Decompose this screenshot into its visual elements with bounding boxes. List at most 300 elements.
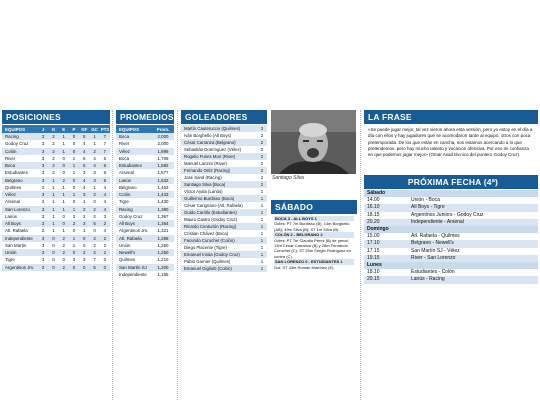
value-cell: 3 [38, 133, 48, 140]
value-cell: 3 [38, 206, 48, 213]
value-cell: 7 [100, 148, 110, 155]
table-row [116, 140, 174, 147]
table-row [116, 148, 174, 155]
value-cell: 2 [79, 206, 89, 213]
fecha-day-label: Domingo [364, 226, 538, 233]
table-row [2, 242, 110, 249]
value-cell: 2 [69, 220, 79, 227]
team-cell: Belgrano [2, 177, 38, 184]
value-cell: 1 [69, 162, 79, 169]
table-row [116, 235, 174, 242]
value-cell: 0 [100, 264, 110, 271]
fixture-table [364, 233, 538, 262]
team-cell: Racing [116, 206, 152, 213]
table-row [181, 125, 267, 132]
match-goals: Goles: PT 7m Burdisso (B), 14m Borghello (AB); 49m Silva (B); ST 1m Silva (B). [274, 221, 350, 232]
team-cell: Fernando Ortiz (Racing) [181, 167, 257, 174]
value-cell: 0 [69, 133, 79, 140]
value-cell: 2 [89, 148, 99, 155]
fixture-match: Lanús - Racing [408, 276, 538, 283]
value-cell: 1,577 [152, 169, 174, 176]
table-row [181, 216, 267, 223]
table-row [181, 160, 267, 167]
team-cell: Facundo Curuchet (Colón) [181, 237, 257, 244]
team-cell: All Boys [2, 220, 38, 227]
column-header: J [38, 125, 48, 133]
table-row [181, 230, 267, 237]
team-cell: Independiente [116, 271, 152, 278]
value-cell: 1,532 [152, 177, 174, 184]
match-goals: Goles: PT 7m Claudio Pérez (B) de penal; 13m César Carranza (B) y 28m Fernando Curuchet (C); ST 25m Sergio Rodríguez en contra (C). [274, 237, 351, 259]
value-cell: 0 [79, 242, 89, 249]
value-cell: 3 [79, 220, 89, 227]
fixture-time: 19.15 [364, 255, 408, 262]
value-cell: 1 [48, 177, 58, 184]
value-cell: 1 [257, 258, 267, 265]
value-cell: 3 [79, 191, 89, 198]
value-cell: 2 [257, 153, 267, 160]
value-cell: 0 [69, 184, 79, 191]
value-cell: 2 [89, 242, 99, 249]
value-cell: 3 [38, 213, 48, 220]
value-cell: 3 [38, 256, 48, 263]
value-cell: 4 [79, 148, 89, 155]
team-cell: Diego Placente (Tigre) [181, 244, 257, 251]
value-cell: 1 [257, 216, 267, 223]
table-row [2, 162, 110, 169]
fixture-match: Independiente - Arsenal [408, 219, 538, 226]
fixture-time: 18.15 [364, 212, 408, 219]
table-row [116, 155, 174, 162]
value-cell: 2 [48, 155, 58, 162]
table-row [2, 264, 110, 271]
value-cell: 0 [59, 256, 69, 263]
value-cell: 2 [100, 249, 110, 256]
fecha-title-text: PRÓXIMA FECHA [407, 177, 482, 187]
value-cell: 3 [38, 177, 48, 184]
team-cell: Atl. Rafaela [116, 235, 152, 242]
value-cell: 1 [48, 213, 58, 220]
column-header: GC [91, 126, 98, 132]
value-cell: 3 [69, 256, 79, 263]
value-cell: 1 [69, 169, 79, 176]
value-cell: 0 [69, 249, 79, 256]
fixture-time: 20.15 [364, 276, 408, 283]
value-cell: 6 [100, 169, 110, 176]
value-cell: 3 [79, 169, 89, 176]
table-row [116, 133, 174, 140]
value-cell: 1 [89, 133, 99, 140]
team-cell: Quilmes [2, 184, 38, 191]
table-row [2, 198, 110, 205]
team-cell: Tigre [116, 198, 152, 205]
value-cell: 2 [38, 249, 48, 256]
table-row [2, 148, 110, 155]
table-row [116, 191, 174, 198]
team-cell: Guido Carrillo (Estudiantes) [181, 209, 257, 216]
fixture-row [364, 204, 538, 211]
value-cell: 6 [79, 155, 89, 162]
team-cell: Pablo Garnier (Quilmes) [181, 258, 257, 265]
fixture-row [364, 269, 538, 276]
value-cell: 1 [69, 235, 79, 242]
team-cell: Colón [116, 191, 152, 198]
value-cell: 3 [89, 169, 99, 176]
fecha-panel [364, 175, 538, 284]
value-cell: 3 [38, 140, 48, 147]
fixture-row [364, 233, 538, 240]
team-cell: Cristian Chávez (Boca) [181, 230, 257, 237]
team-cell: César Carignano (Atl. Rafaela) [181, 202, 257, 209]
team-cell: River [116, 140, 152, 147]
team-cell: San Martín [2, 242, 38, 249]
value-cell: 1 [257, 265, 267, 272]
table-row [116, 162, 174, 169]
value-cell: 0 [89, 227, 99, 234]
table-row [181, 237, 267, 244]
value-cell: 2 [79, 249, 89, 256]
value-cell: 3 [38, 169, 48, 176]
value-cell: 4 [100, 227, 110, 234]
value-cell: 4 [79, 184, 89, 191]
value-cell: 1,443 [152, 191, 174, 198]
value-cell: 0 [48, 256, 58, 263]
fixture-time: 17.15 [364, 248, 408, 255]
value-cell: 1 [257, 188, 267, 195]
value-cell: 2 [257, 146, 267, 153]
fixture-row [364, 255, 538, 262]
value-cell: 0 [48, 235, 58, 242]
table-row [2, 155, 110, 162]
table-row [116, 198, 174, 205]
value-cell: 1 [48, 184, 58, 191]
value-cell: 0 [48, 242, 58, 249]
table-row [181, 146, 267, 153]
team-cell: Independiente [2, 235, 38, 242]
value-cell: 3 [100, 213, 110, 220]
column-header: Prom. [152, 125, 174, 133]
team-cell: Godoy Cruz [2, 140, 38, 147]
sabado-results [271, 214, 357, 272]
value-cell: 1 [257, 244, 267, 251]
value-cell: 0 [48, 264, 58, 271]
team-cell: San Lorenzo [2, 206, 38, 213]
value-cell: 3 [79, 256, 89, 263]
fecha-day-label: Sábado [364, 190, 538, 197]
value-cell: 2 [89, 213, 99, 220]
value-cell: 5 [100, 177, 110, 184]
table-row [116, 271, 174, 278]
match-result: SAN LORENZO 0 - ESTUDIANTES 1 [274, 259, 354, 264]
value-cell: 4 [100, 206, 110, 213]
fixture-row [364, 219, 538, 226]
sabado-panel [271, 200, 357, 272]
fixture-row [364, 212, 538, 219]
team-cell: Godoy Cruz [116, 213, 152, 220]
value-cell: 2 [59, 249, 69, 256]
fixture-match: River - San Lorenzo [408, 255, 538, 262]
fixture-row [364, 248, 538, 255]
photo-caption: Santiago Silva [272, 175, 304, 181]
posiciones-panel [2, 110, 110, 271]
table-row [116, 177, 174, 184]
value-cell: 0 [79, 235, 89, 242]
value-cell: 1 [69, 206, 79, 213]
table-row [2, 249, 110, 256]
team-cell: Iván Borghello (All Boys) [181, 132, 257, 139]
promedios-table [116, 125, 174, 278]
value-cell: 1 [257, 202, 267, 209]
posiciones-title: POSICIONES [2, 110, 110, 124]
value-cell: 1 [59, 198, 69, 205]
fixture-match: Belgrano - Newell's [408, 240, 538, 247]
table-row [181, 153, 267, 160]
table-row [2, 177, 110, 184]
value-cell: 1,354 [152, 220, 174, 227]
fixture-table [364, 269, 538, 284]
fecha-title [364, 175, 538, 189]
team-cell: Martín Cauteruccio (Quilmes) [181, 125, 257, 132]
team-cell: Belgrano [116, 184, 152, 191]
team-cell: Boca [2, 162, 38, 169]
team-cell: Lanús [2, 213, 38, 220]
value-cell: 1 [59, 206, 69, 213]
fixture-row [364, 276, 538, 283]
value-cell: 4 [100, 184, 110, 191]
value-cell: 1,250 [152, 249, 174, 256]
value-cell: 1 [48, 220, 58, 227]
value-cell: 1,709 [152, 155, 174, 162]
fixture-match: All Boys - Tigre [408, 204, 538, 211]
value-cell: 1 [69, 242, 79, 249]
fixture-time: 20.20 [364, 219, 408, 226]
table-row [116, 227, 174, 234]
value-cell: 1 [48, 191, 58, 198]
value-cell: 0 [69, 264, 79, 271]
value-cell: 0 [100, 256, 110, 263]
match-result: COLÓN 2 - BELGRANO 2 [274, 232, 354, 237]
value-cell: 2 [38, 264, 48, 271]
value-cell: 5 [79, 162, 89, 169]
value-cell: 0 [59, 213, 69, 220]
value-cell: 7 [100, 140, 110, 147]
team-cell: Emanuel Insúa (Godoy Cruz) [181, 251, 257, 258]
team-cell: Mauro Castro (Godoy Cruz) [181, 216, 257, 223]
frase-text: «Se puede jugar mejor, tal vez vieron ahora esta versión, pero yo estoy en el día a día con ellos y hay jugadores que se acomodaron tarde al equipo, otros con poca pretemporada. De los que están en cancha, nos estamos acercando a lo que pretendemos, pero hay mucho talento y vocación ofensiva. Por eso mi confianza en que podemos jugar mejor» (Omar Asad técnico del puntero Godoy Cruz). [368, 127, 533, 158]
value-cell: 3 [38, 155, 48, 162]
value-cell: 2 [79, 213, 89, 220]
value-cell: 2 [257, 181, 267, 188]
value-cell: 4 [89, 155, 99, 162]
value-cell: 3 [38, 148, 48, 155]
value-cell: 2 [89, 235, 99, 242]
value-cell: 0 [48, 249, 58, 256]
team-cell: San Martín SJ [116, 264, 152, 271]
value-cell: 2,000 [152, 140, 174, 147]
value-cell: 2 [100, 235, 110, 242]
value-cell: 3 [38, 191, 48, 198]
value-cell: 2 [89, 249, 99, 256]
column-header: GF [79, 125, 89, 133]
value-cell: 2 [59, 177, 69, 184]
fixture-table [364, 197, 538, 226]
promedios-title: PROMEDIOS [116, 110, 174, 124]
value-cell: 1,250 [152, 242, 174, 249]
value-cell: 2 [89, 191, 99, 198]
value-cell: 1 [257, 195, 267, 202]
team-cell: César Carranza (Belgrano) [181, 139, 257, 146]
value-cell: 0 [59, 162, 69, 169]
fixture-match: Argentinos Juniors - Godoy Cruz [408, 212, 538, 219]
value-cell: 3 [38, 220, 48, 227]
table-row [181, 139, 267, 146]
fecha-day-label: Lunes [364, 262, 538, 269]
value-cell: 1 [79, 198, 89, 205]
value-cell: 2 [257, 132, 267, 139]
table-row [116, 220, 174, 227]
value-cell: 1,367 [152, 213, 174, 220]
team-cell: Newell's [116, 249, 152, 256]
team-cell: Víctor Ayala (Lanús) [181, 188, 257, 195]
table-row [2, 256, 110, 263]
value-cell: 3 [89, 177, 99, 184]
table-row [2, 235, 110, 242]
value-cell: 2 [48, 148, 58, 155]
value-cell: 2 [257, 139, 267, 146]
table-row [181, 195, 267, 202]
team-cell: Tigre [2, 256, 38, 263]
value-cell: 0 [69, 198, 79, 205]
team-cell: River [2, 155, 38, 162]
value-cell: 0 [59, 169, 69, 176]
value-cell: 1,200 [152, 264, 174, 271]
team-cell: Lanús [116, 177, 152, 184]
team-cell: Manuel Lanzini (River) [181, 160, 257, 167]
match-result: BOCA 3 - ALL BOYS 1 [274, 216, 354, 221]
team-cell: Atl. Rafaela [2, 227, 38, 234]
posiciones-table [2, 125, 110, 271]
value-cell: 2 [257, 160, 267, 167]
value-cell: 3 [38, 235, 48, 242]
team-cell: José Sand (Racing) [181, 174, 257, 181]
table-row [2, 140, 110, 147]
team-cell: Quilmes [116, 256, 152, 263]
value-cell: 2 [59, 242, 69, 249]
value-cell: 0 [69, 140, 79, 147]
column-header: PTS [100, 126, 110, 132]
column-header: G [48, 125, 58, 133]
table-row [116, 206, 174, 213]
table-row [181, 202, 267, 209]
fixture-time: 17.10 [364, 240, 408, 247]
table-row [116, 256, 174, 263]
fixture-row [364, 197, 538, 204]
value-cell: 1 [79, 227, 89, 234]
table-row [2, 206, 110, 213]
value-cell: 2 [59, 264, 69, 271]
value-cell: 6 [100, 162, 110, 169]
value-cell: 1 [48, 198, 58, 205]
value-cell: 2 [38, 184, 48, 191]
table-header-row [116, 125, 174, 133]
table-row [116, 169, 174, 176]
fecha-badge: (4ª) [483, 177, 499, 187]
value-cell: 7 [89, 256, 99, 263]
value-cell: 0 [69, 227, 79, 234]
fixture-time: 16.10 [364, 204, 408, 211]
column-header: E [59, 125, 69, 133]
team-cell: Colón [2, 148, 38, 155]
value-cell: 3 [257, 125, 267, 132]
column-header-team: EQUIPOS [2, 125, 38, 133]
value-cell: 1 [257, 209, 267, 216]
value-cell: 0 [69, 148, 79, 155]
value-cell: 2 [257, 174, 267, 181]
column-header-team: EQUIPOS [116, 125, 152, 133]
fixture-row [364, 240, 538, 247]
value-cell: 1,899 [152, 148, 174, 155]
fixture-time: 15.00 [364, 233, 408, 240]
team-cell: Sebastián Domínguez (Vélez) [181, 146, 257, 153]
table-row [116, 264, 174, 271]
value-cell: 4 [89, 162, 99, 169]
team-cell: Arsenal [116, 169, 152, 176]
value-cell: 0 [59, 220, 69, 227]
value-cell: 2 [48, 162, 58, 169]
value-cell: 1 [89, 140, 99, 147]
value-cell: 2 [100, 220, 110, 227]
table-row [181, 258, 267, 265]
team-cell: Argentinos Jrs. [116, 227, 152, 234]
table-row [181, 244, 267, 251]
value-cell: 3 [38, 242, 48, 249]
promedios-panel [116, 110, 174, 278]
value-cell: 1,210 [152, 256, 174, 263]
column-header: P [69, 125, 79, 133]
value-cell: 2 [38, 198, 48, 205]
value-cell: 2 [89, 206, 99, 213]
sabado-title: SÁBADO [271, 200, 357, 214]
team-cell: Arsenal [2, 198, 38, 205]
fixture-time: 18.10 [364, 269, 408, 276]
match-goals: Gol: ST 33m Román Martínez (E). [274, 264, 335, 270]
value-cell: 1,430 [152, 198, 174, 205]
value-cell: 0 [89, 198, 99, 205]
table-row [2, 184, 110, 191]
value-cell: 3 [38, 162, 48, 169]
fixture-match: San Martín SJ - Vélez [408, 248, 538, 255]
value-cell: 2 [257, 167, 267, 174]
frase-title: LA FRASE [364, 110, 538, 124]
value-cell: 2 [100, 242, 110, 249]
table-row [181, 188, 267, 195]
value-cell: 2 [38, 227, 48, 234]
fixture-match: Atl. Rafaela - Quilmes [408, 233, 538, 240]
value-cell: 5 [89, 264, 99, 271]
value-cell: 0 [59, 155, 69, 162]
team-cell: Guillermo Burdisso (Boca) [181, 195, 257, 202]
table-row [116, 213, 174, 220]
value-cell: 1 [48, 227, 58, 234]
table-row [2, 133, 110, 140]
table-row [181, 209, 267, 216]
value-cell: 2 [48, 133, 58, 140]
value-cell: 1 [59, 133, 69, 140]
goleadores-panel [181, 110, 267, 272]
goleadores-title: GOLEADORES [181, 110, 267, 124]
table-row [181, 251, 267, 258]
value-cell: 4 [79, 140, 89, 147]
